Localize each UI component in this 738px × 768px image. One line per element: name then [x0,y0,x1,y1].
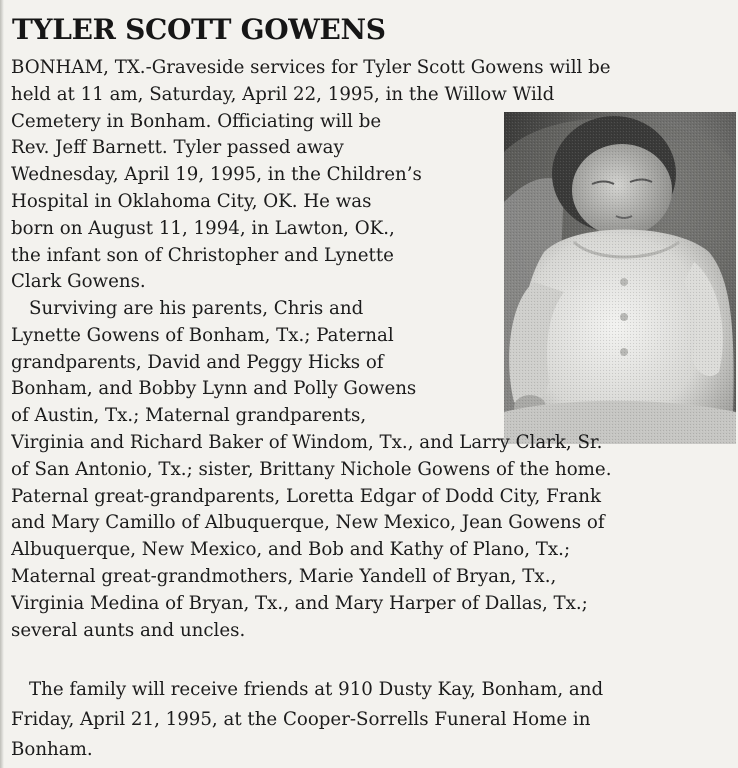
family-line: The family will receive friends at 910 Dusty Kay, Bonham, and [29,679,604,700]
family-line: Bonham. [11,739,93,760]
survivors-line: several aunts and uncles. [11,619,246,641]
obituary-family-paragraph [11,675,731,765]
lead-line: Clark Gowens. [11,271,146,293]
family-line: Friday, April 21, 1995, at the Cooper-Sorrells Funeral Home in [11,709,591,730]
survivors-line: Lynette Gowens of Bonham, Tx.; Paternal [11,324,394,346]
lead-line: Rev. Jeff Barnett. Tyler passed away [11,137,344,159]
obituary-survivors-paragraph [11,296,731,644]
survivors-line: Albuquerque, New Mexico, and Bob and Kathy of Plano, Tx.; [11,539,571,561]
survivors-line: Paternal great-grandparents, Loretta Edgar of Dodd City, Frank [11,485,601,507]
obituary-headline: TYLER SCOTT GOWENS [12,13,386,46]
survivors-line: Virginia Medina of Bryan, Tx., and Mary Harper of Dallas, Tx.; [11,592,588,614]
lead-line: held at 11 am, Saturday, April 22, 1995, in the Willow Wild [11,83,555,105]
survivors-line: of Austin, Tx.; Maternal grandparents, [11,405,367,427]
lead-line: Cemetery in Bonham. Officiating will be [11,110,382,132]
survivors-line: grandparents, David and Peggy Hicks of [11,351,384,373]
survivors-line: Virginia and Richard Baker of Windom, Tx., and Larry Clark, Sr. [11,431,603,453]
survivors-line: Maternal great-grandmothers, Marie Yandell of Bryan, Tx., [11,565,557,587]
lead-line: the infant son of Christopher and Lynette [11,244,394,266]
lead-line: Hospital in Oklahoma City, OK. He was [11,190,372,212]
survivors-line: Surviving are his parents, Chris and [29,298,364,319]
clipping-edge-shadow [0,0,4,768]
survivors-line: Bonham, and Bobby Lynn and Polly Gowens [11,378,417,400]
survivors-line: and Mary Camillo of Albuquerque, New Mexico, Jean Gowens of [11,512,605,534]
lead-line: BONHAM, TX.-Graveside services for Tyler Scott Gowens will be [11,57,611,78]
obituary-lead-paragraph [11,55,731,296]
survivors-line: of San Antonio, Tx.; sister, Brittany Nichole Gowens of the home. [11,458,612,480]
lead-line: born on August 11, 1994, in Lawton, OK., [11,217,395,239]
lead-line: Wednesday, April 19, 1995, in the Children’s [11,164,422,186]
